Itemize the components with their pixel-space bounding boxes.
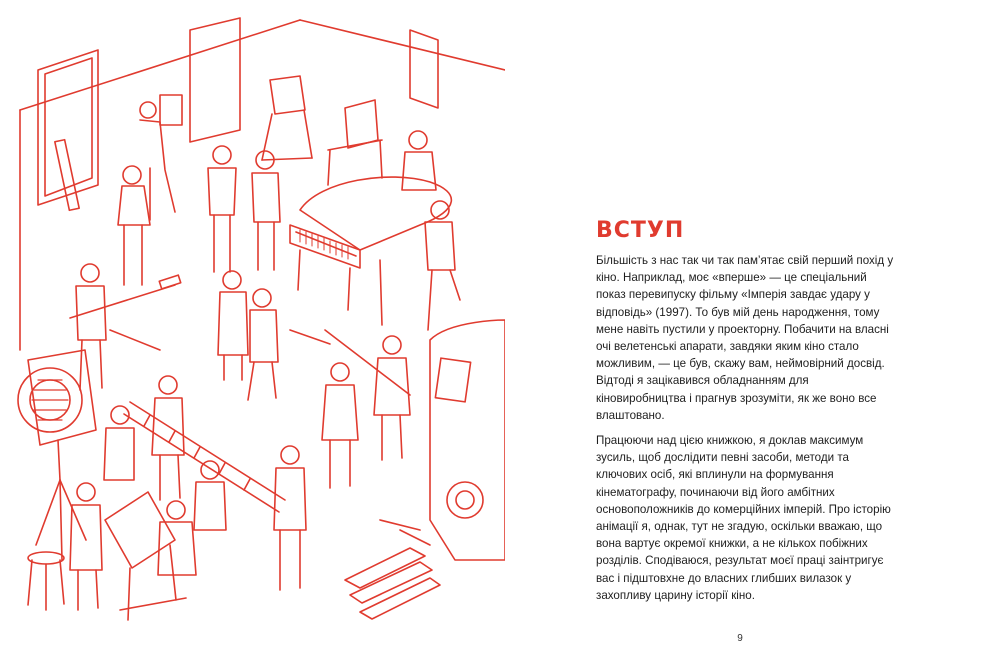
page-number: 9 [737,633,743,644]
intro-text-column [596,218,896,612]
paragraph-first-cinema-visit: Більшість з нас так чи так пам’ятає свій перший похід у кіно. Наприклад, моє «вперше» — це спеціальний показ перевипуску фільму «Імперія завдає удару у відповідь» (1997). То був мій день народження, тому мене навіть пустили у проекторну. Побачити на власні очі велетенські апарати, завдяки яким кіно стало можливим, — це був, скажу вам, неймовірний досвід. Відтоді я зацікавився обладнанням для кіновиробництва і прагнув зрозуміти, як же воно все влаштовано. [596,254,894,422]
paragraph-book-scope: Працюючи над цією книжкою, я доклав максимум зусиль, щоб дослідити певні засоби, методи та ключових осіб, які вплинули на формування кінематографу, починаючи від його амбітних основоположників до комерційних імперій. Про історію анімації я, однак, тут не згадую, оскільки вважаю, що вона вартує окремої книжки, а не кількох побіжних розділів. Сподіваюся, результат моєї праці заінтригує вас і підштовхне до власних глибших вилазок у захопливу царину історії кіно. [596,434,891,602]
section-title: ВСТУП [596,218,685,243]
